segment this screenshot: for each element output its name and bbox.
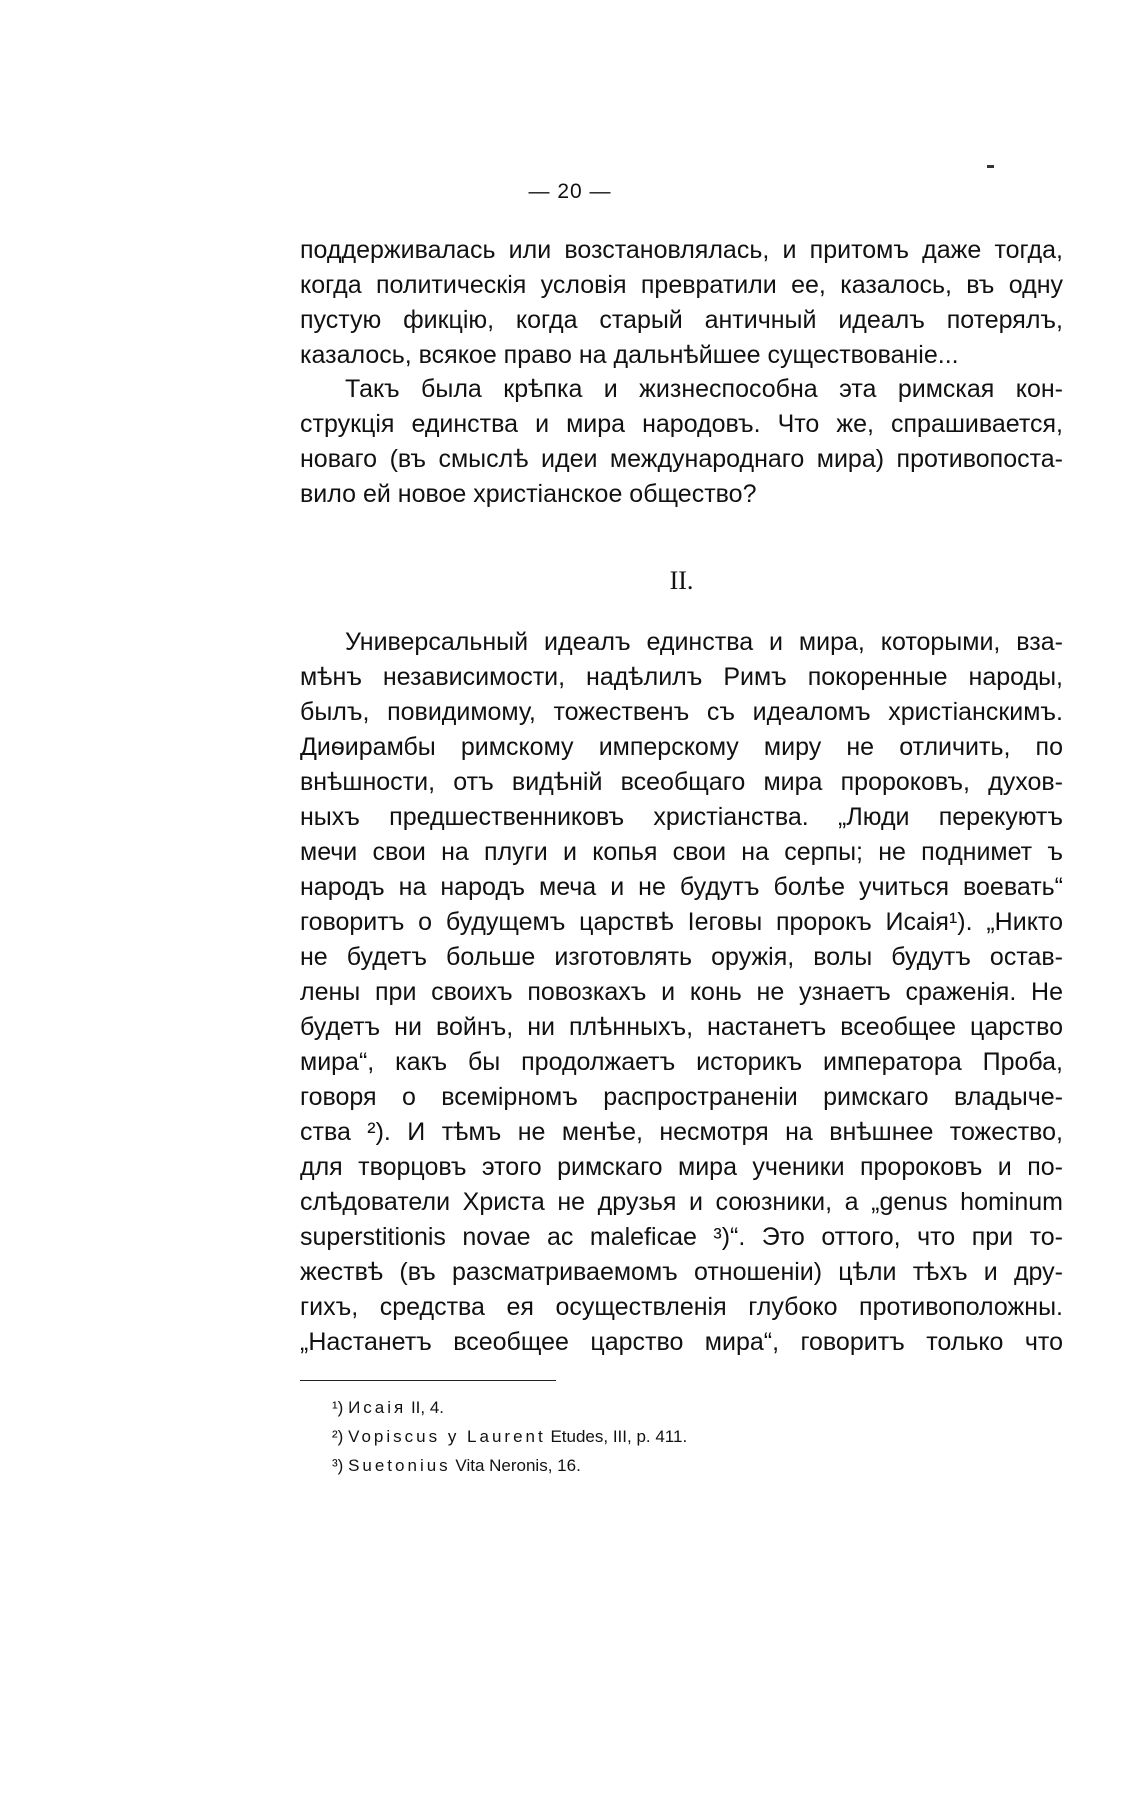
page-number: — 20 — bbox=[528, 180, 612, 203]
text-line: пустую фикцію, когда старый античный идеалъ потерялъ, bbox=[300, 306, 1063, 334]
text-line: гихъ, средства ея осуществленія глубоко противоположны. bbox=[300, 1293, 1063, 1321]
text-line: лены при своихъ повозкахъ и конь не узнаетъ сраженія. Не bbox=[300, 978, 1063, 1006]
text-line: новаго (въ смыслѣ идеи международнаго мира) противопоста- bbox=[300, 445, 1063, 473]
text-line: ныхъ предшественниковъ христіанства. „Люди перекуютъ bbox=[300, 803, 1063, 831]
paragraph-continuation bbox=[300, 233, 1063, 373]
footnote-text: Vita Neronis, 16. bbox=[455, 1456, 581, 1475]
text-line: Диѳирамбы римскому имперскому миру не отличить, по bbox=[300, 733, 1063, 761]
scan-speck bbox=[987, 165, 994, 168]
text-line: слѣдователи Христа не друзья и союзники, а „genus hominum bbox=[300, 1188, 1063, 1216]
footnote-3 bbox=[332, 1451, 687, 1480]
section-heading: II. bbox=[669, 566, 694, 595]
paragraph-main bbox=[300, 625, 1063, 1360]
footnote-author: Suetonius bbox=[348, 1456, 451, 1475]
text-line: superstitionis novae ac maleficae ³)“. Это оттого, что при то- bbox=[300, 1223, 1063, 1251]
footnote-mark: ¹) bbox=[332, 1398, 344, 1417]
text-line: народъ на народъ меча и не будутъ болѣе учиться воевать“ bbox=[300, 873, 1063, 901]
footnote-mark: ³) bbox=[332, 1456, 344, 1475]
footnote-text: Etudes, III, p. 411. bbox=[550, 1427, 688, 1446]
text-line: струкція единства и мира народовъ. Что же, спрашивается, bbox=[300, 410, 1063, 438]
paragraph-summary bbox=[300, 372, 1063, 512]
text-line: говоритъ о будущемъ царствѣ Іеговы пророкъ Исаія¹). „Никто bbox=[300, 908, 1063, 936]
text-line: мира“, какъ бы продолжаетъ историкъ императора Проба, bbox=[300, 1048, 1063, 1076]
footnote-mark: ²) bbox=[332, 1427, 344, 1446]
text-line: будетъ ни войнъ, ни плѣнныхъ, настанетъ всеобщее царство bbox=[300, 1013, 1063, 1041]
footnote-author: Исаія bbox=[348, 1398, 407, 1417]
text-line: говоря о всемірномъ распространеніи римскаго владыче- bbox=[300, 1083, 1063, 1111]
footnote-2 bbox=[332, 1422, 687, 1451]
footnote-divider bbox=[300, 1380, 556, 1381]
footnote-text: II, 4. bbox=[410, 1398, 445, 1417]
footnote-1 bbox=[332, 1393, 687, 1422]
text-line: Универсальный идеалъ единства и мира, которыми, вза- bbox=[345, 628, 1063, 656]
text-line: вило ей новое христіанское общество? bbox=[300, 480, 757, 508]
text-line: Такъ была крѣпка и жизнеспособна эта римская кон- bbox=[345, 375, 1063, 403]
text-line: ства ²). И тѣмъ не менѣе, несмотря на внѣшнее тожество, bbox=[300, 1118, 1063, 1146]
text-line: внѣшности, отъ видѣній всеобщаго мира пророковъ, духов- bbox=[300, 768, 1063, 796]
text-line: былъ, повидимому, тожественъ съ идеаломъ христіанскимъ. bbox=[300, 698, 1063, 726]
footnotes bbox=[332, 1393, 687, 1480]
footnote-author: Vopiscus y Laurent bbox=[348, 1427, 546, 1446]
text-line: мечи свои на плуги и копья свои на серпы; не поднимет ъ bbox=[300, 838, 1063, 866]
text-line: мѣнъ независимости, надѣлилъ Римъ покоренные народы, bbox=[300, 663, 1063, 691]
text-line: поддерживалась или возстановлялась, и притомъ даже тогда, bbox=[300, 236, 1063, 264]
text-line: для творцовъ этого римскаго мира ученики пророковъ и по- bbox=[300, 1153, 1063, 1181]
text-line: казалось, всякое право на дальнѣйшее существованіе... bbox=[300, 341, 959, 369]
text-line: когда политическія условія превратили ее, казалось, въ одну bbox=[300, 271, 1063, 299]
text-line: жествѣ (въ разсматриваемомъ отношеніи) цѣли тѣхъ и дру- bbox=[300, 1258, 1063, 1286]
text-line: „Настанетъ всеобщее царство мира“, говоритъ только что bbox=[300, 1328, 1063, 1356]
text-line: не будетъ больше изготовлять оружія, волы будутъ остав- bbox=[300, 943, 1063, 971]
